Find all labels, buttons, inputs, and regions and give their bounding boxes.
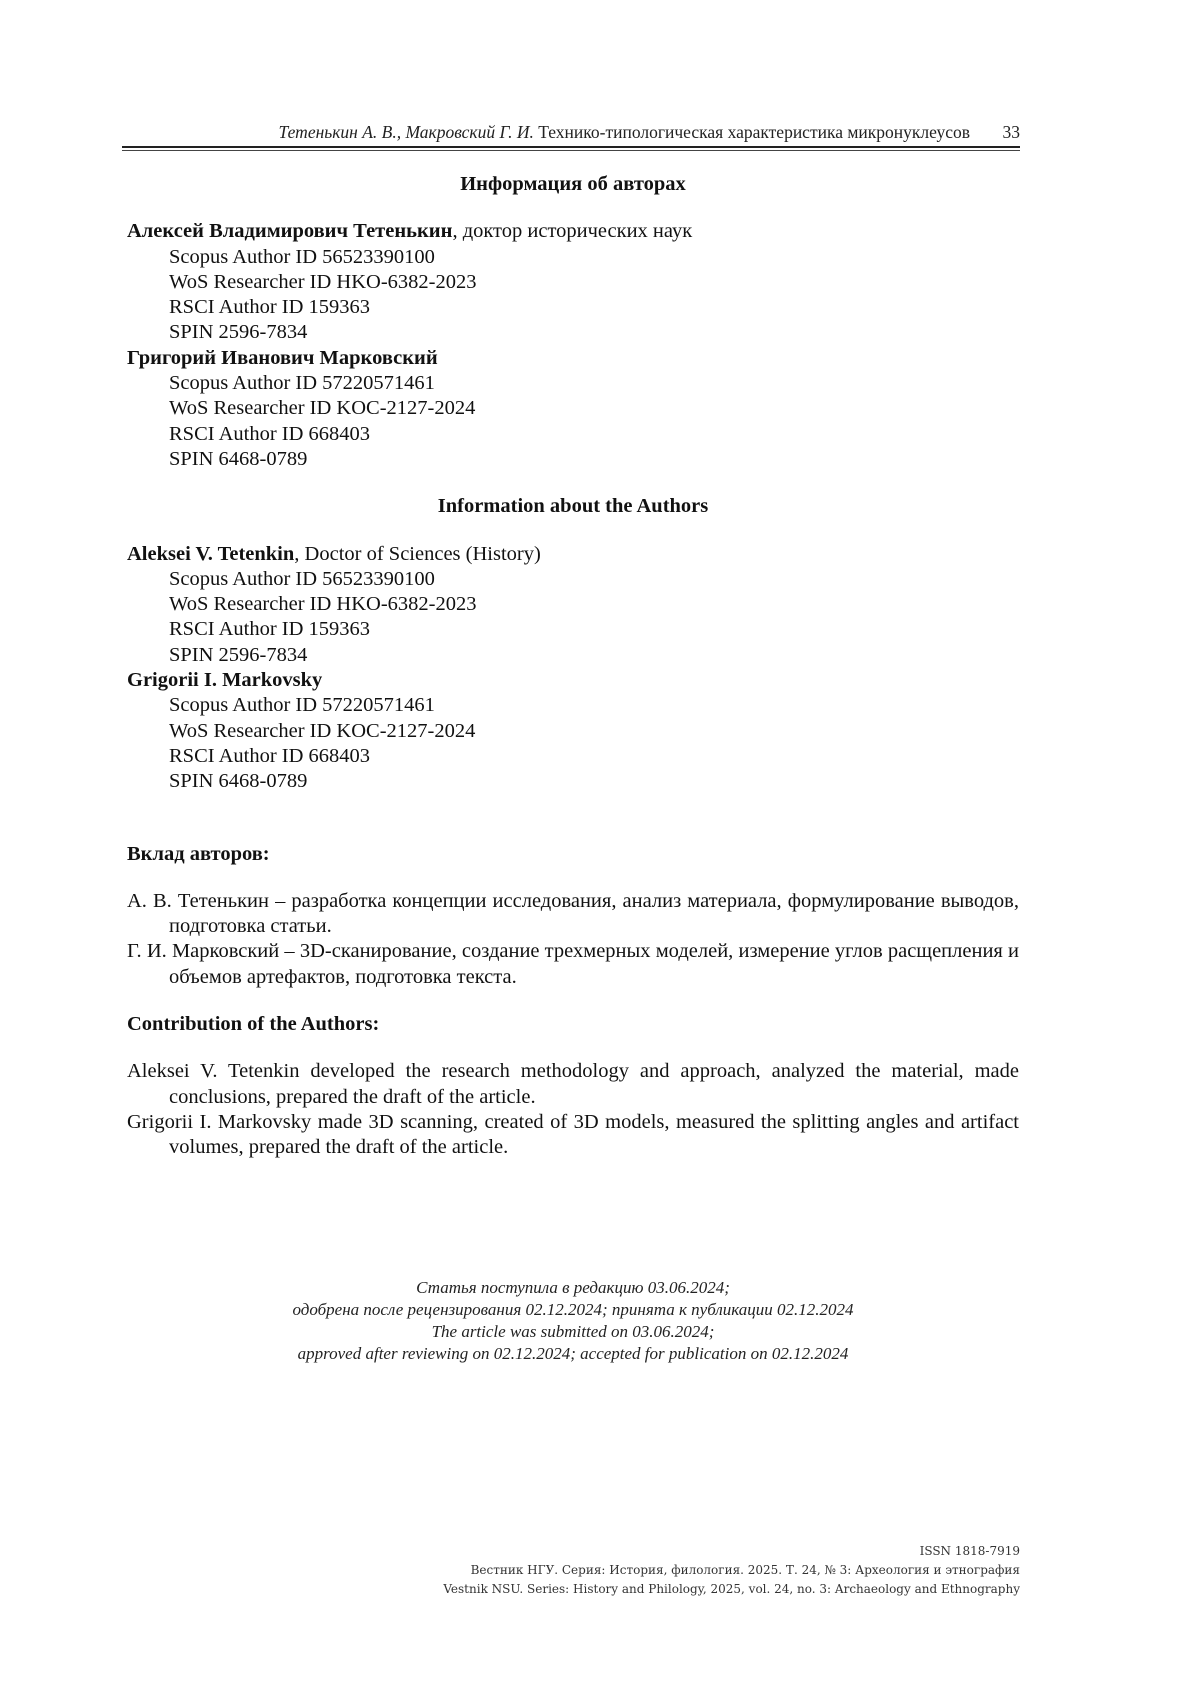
spin-id: SPIN 2596-7834 [169, 643, 308, 666]
contrib-en-heading: Contribution of the Authors: [127, 1013, 380, 1036]
date-line: одобрена после рецензирования 02.12.2024; принята к публикации 02.12.2024 [292, 1300, 854, 1319]
author-line [127, 346, 1019, 371]
contrib-en-list [127, 1059, 1019, 1160]
spin-id: SPIN 6468-0789 [169, 447, 308, 470]
author-name: Григорий Иванович Марковский [127, 346, 438, 369]
contrib-item: Г. И. Марковский – 3D-сканирование, создание трехмерных моделей, измерение углов расщепления и объемов артефактов, подготовка текста. [127, 940, 1019, 988]
main-content [127, 172, 1019, 1161]
author-name: Grigorii I. Markovsky [127, 669, 323, 692]
author-degree: , доктор исторических наук [452, 220, 693, 243]
ru-authors-heading: Информация об авторах [460, 173, 686, 195]
contrib-item: Aleksei V. Tetenkin developed the research methodology and approach, analyzed the material, made conclusions, prepared the draft of the article. [127, 1060, 1019, 1108]
journal-footer [443, 1542, 1020, 1599]
en-authors-heading: Information about the Authors [437, 495, 709, 518]
author-line [127, 542, 1019, 567]
author-degree: , Doctor of Sciences (History) [294, 542, 541, 565]
contrib-ru-list [127, 889, 1019, 990]
author-name: Алексей Владимирович Тетенькин [127, 220, 453, 243]
spacer [127, 795, 1019, 842]
wos-id: WoS Researcher ID KOC-2127-2024 [169, 719, 476, 742]
issn: ISSN 1818-7919 [919, 1544, 1020, 1558]
running-header [122, 122, 1020, 146]
author-name: Aleksei V. Tetenkin [127, 542, 295, 565]
contrib-item: А. В. Тетенькин – разработка концепции исследования, анализ материала, формулирование выводов, подготовка статьи. [127, 889, 1019, 938]
rsci-id: RSCI Author ID 159363 [169, 618, 371, 641]
scopus-id: Scopus Author ID 56523390100 [169, 567, 435, 590]
rsci-id: RSCI Author ID 159363 [169, 296, 371, 319]
wos-id: WoS Researcher ID KOC-2127-2024 [169, 397, 476, 420]
author-line [127, 668, 1019, 693]
wos-id: WoS Researcher ID HKO-6382-2023 [169, 593, 477, 616]
scopus-id: Scopus Author ID 57220571461 [169, 694, 435, 717]
ru-authors-block [127, 219, 1019, 472]
scopus-id: Scopus Author ID 56523390100 [169, 245, 435, 268]
spacer [127, 472, 1019, 494]
date-line: Статья поступила в редакцию 03.06.2024; [416, 1278, 730, 1297]
wos-id: WoS Researcher ID HKO-6382-2023 [169, 270, 477, 293]
page-number: 33 [1002, 122, 1020, 142]
date-line: approved after reviewing on 02.12.2024; accepted for publication on 02.12.2024 [297, 1344, 849, 1363]
en-authors-block [127, 542, 1019, 795]
submission-dates [127, 1277, 1019, 1365]
date-line: The article was submitted on 03.06.2024; [431, 1322, 715, 1341]
contrib-ru-heading: Вклад авторов: [127, 842, 270, 865]
contrib-item: Grigorii I. Markovsky made 3D scanning, created of 3D models, measured the splitting angles and artifact volumes, prepared the draft of the article. [127, 1110, 1019, 1159]
header-rule [122, 146, 1020, 148]
rsci-id: RSCI Author ID 668403 [169, 744, 371, 767]
running-header-authors: Тетенькин А. В., Макровский Г. И. [278, 122, 534, 142]
spacer [127, 990, 1019, 1012]
scopus-id: Scopus Author ID 57220571461 [169, 372, 435, 395]
author-line [127, 219, 1019, 244]
spin-id: SPIN 2596-7834 [169, 321, 308, 344]
running-header-text [279, 122, 970, 143]
running-header-title: Технико-типологическая характеристика микронуклеусов [538, 122, 970, 142]
rsci-id: RSCI Author ID 668403 [169, 422, 371, 445]
header-rule-thin [122, 150, 1020, 151]
journal-ru: Вестник НГУ. Серия: История, филология. 2025. Т. 24, № 3: Археология и этнография [470, 1563, 1020, 1577]
journal-en: Vestnik NSU. Series: History and Philology, 2025, vol. 24, no. 3: Archaeology and Ethnography [443, 1582, 1020, 1596]
spin-id: SPIN 6468-0789 [169, 770, 308, 793]
